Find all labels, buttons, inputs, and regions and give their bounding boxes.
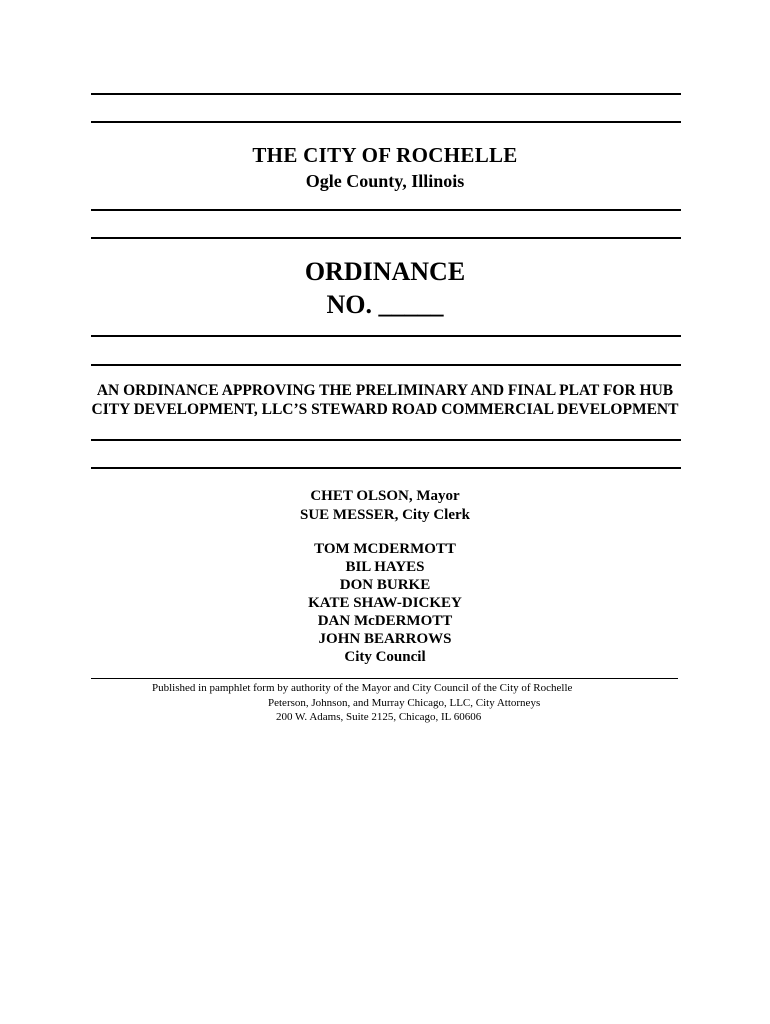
divider-ordinance-1 xyxy=(91,335,681,337)
council-member: BIL HAYES xyxy=(345,559,425,575)
council-member: DAN McDERMOTT xyxy=(317,613,453,629)
ordinance-label: ORDINANCE xyxy=(304,257,466,286)
ordinance-title-line-1: AN ORDINANCE APPROVING THE PRELIMINARY AND FINAL PLAT FOR HUB xyxy=(96,382,674,399)
attorneys-address: 200 W. Adams, Suite 2125, Chicago, IL 60606 xyxy=(276,711,482,723)
council-member: DON BURKE xyxy=(339,577,431,593)
county-name: Ogle County, Illinois xyxy=(305,171,465,191)
divider-title-1 xyxy=(91,439,681,441)
divider-top-1 xyxy=(91,93,681,95)
city-clerk: SUE MESSER, City Clerk xyxy=(299,507,471,523)
council-label: City Council xyxy=(344,649,426,665)
city-attorneys: Peterson, Johnson, and Murray Chicago, LLC, City Attorneys xyxy=(268,697,541,709)
divider-title-2 xyxy=(91,467,681,469)
divider-header-2 xyxy=(91,237,681,239)
publication-note: Published in pamphlet form by authority of the Mayor and City Council of the City of Rochelle xyxy=(152,682,573,694)
mayor: CHET OLSON, Mayor xyxy=(310,488,460,504)
ordinance-number: NO. _____ xyxy=(326,290,444,319)
council-member: KATE SHAW-DICKEY xyxy=(308,595,462,611)
divider-footer xyxy=(91,678,678,679)
ordinance-title-line-2: CITY DEVELOPMENT, LLC’S STEWARD ROAD COMMERCIAL DEVELOPMENT xyxy=(91,401,679,418)
divider-header-1 xyxy=(91,209,681,211)
divider-ordinance-2 xyxy=(91,364,681,366)
city-name: THE CITY OF ROCHELLE xyxy=(252,143,518,167)
divider-top-2 xyxy=(91,121,681,123)
council-member: TOM MCDERMOTT xyxy=(314,541,456,557)
council-member: JOHN BEARROWS xyxy=(318,631,452,647)
